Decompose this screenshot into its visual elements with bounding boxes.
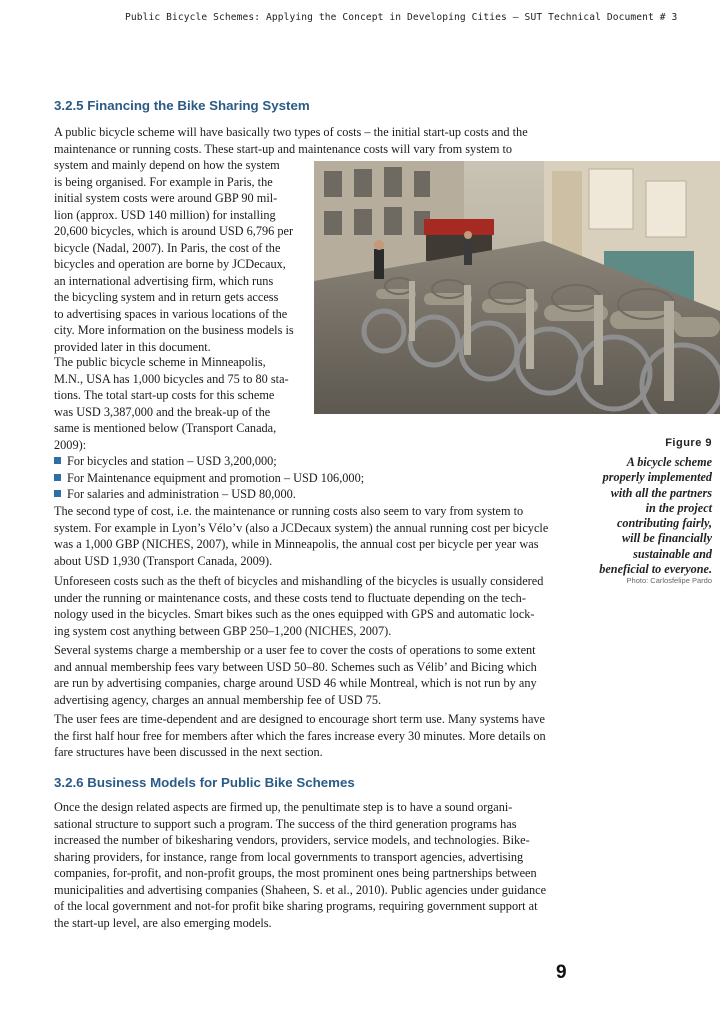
text-line: lion (approx. USD 140 million) for installing <box>54 207 276 222</box>
section-heading-financing: 3.2.5 Financing the Bike Sharing System <box>54 98 310 113</box>
text-line: 2009): <box>54 437 87 452</box>
list-item: For salaries and administration – USD 80,000. <box>54 486 574 503</box>
figure-caption <box>552 455 712 577</box>
paragraph-membership-fees <box>54 642 574 708</box>
cost-bullet-list <box>54 453 574 503</box>
section-heading-business-models: 3.2.6 Business Models for Public Bike Schemes <box>54 775 355 790</box>
list-item: For Maintenance equipment and promotion – USD 106,000; <box>54 470 574 487</box>
bullet-square-icon <box>54 490 61 497</box>
text-line: municipalities and advertising companies (Shaheen, S. et al., 2010). Public agencies under guidance <box>54 882 547 897</box>
text-line: The public bicycle scheme in Minneapolis, <box>54 355 266 369</box>
text-line: and annual membership fees vary between USD 50–80. Schemes such as Vélib’ and Bicing which <box>54 659 537 674</box>
text-line: system. For example in Lyon’s Vélo’v (also a JCDecaux system) the annual running cost per bicycle <box>54 520 549 535</box>
text-line: fare structures have been discussed in the next section. <box>54 745 323 759</box>
text-line: Once the design related aspects are firmed up, the penultimate step is to have a sound organi- <box>54 800 513 814</box>
paragraph-running-costs <box>54 503 574 569</box>
paragraph-unforeseen-costs <box>54 573 574 639</box>
text-line: under the running or maintenance costs, and these costs tend to fluctuate depending on the tech- <box>54 590 526 605</box>
text-line: bicycle (Nadal, 2007). In Paris, the cost of the <box>54 240 281 255</box>
text-line: the first half hour free for members after which the fares increase every 30 minutes. More details on <box>54 728 546 743</box>
text-line: A public bicycle scheme will have basically two types of costs – the initial start-up costs and the <box>54 125 528 139</box>
text-line: same is mentioned below (Transport Canada, <box>54 421 277 435</box>
text-line: was a 1,000 GBP (NICHES, 2007), while in Minneapolis, the annual cost per bicycle per year was <box>54 537 539 551</box>
text-line: about USD 1,930 (Transport Canada, 2009). <box>54 553 273 568</box>
text-line: sharing providers, for instance, range from local governments to transport agencies, advertising <box>54 849 524 864</box>
text-line: an international advertising firm, which runs <box>54 273 274 288</box>
caption-line: in the project <box>645 500 712 515</box>
text-line: nology used in the bicycles. Smart bikes such as the ones equipped with GPS and automatic lock- <box>54 607 535 621</box>
caption-line: with all the partners <box>610 485 712 500</box>
text-line: the start-up level, are also emerging models. <box>54 915 272 930</box>
caption-line: beneficial to everyone. <box>599 562 712 577</box>
text-line: The second type of cost, i.e. the maintenance or running costs also seem to vary from system to <box>54 504 524 518</box>
running-header: Public Bicycle Schemes: Applying the Concept in Developing Cities – SUT Technical Document # 3 <box>125 12 678 23</box>
text-line: increased the number of bikesharing vendors, providers, service models, and technologies. Bike- <box>54 833 530 847</box>
text-line: maintenance or running costs. These start-up and maintenance costs will vary from system to <box>54 141 513 156</box>
paragraph-business-models <box>54 799 574 931</box>
text-line: provided later in this document. <box>54 339 211 354</box>
bike-station-photo <box>314 161 720 414</box>
text-line: companies, for-profit, and non-profit groups, the most prominent ones being partnerships between <box>54 866 537 880</box>
text-line: initial system costs were around GBP 90 mil- <box>54 191 278 205</box>
text-line: 20,600 bicycles, which is around USD 6,796 per <box>54 224 294 238</box>
bullet-square-icon <box>54 474 61 481</box>
text-line: was USD 3,387,000 and the break-up of the <box>54 404 271 419</box>
paragraph-user-fees <box>54 711 574 761</box>
text-line: of the local government and not-for profit bike sharing programs, requiring government support at <box>54 899 538 913</box>
caption-line: properly implemented <box>602 470 712 485</box>
figure-label: Figure 9 <box>665 437 712 449</box>
text-line: bicycles and operation are borne by JCDecaux, <box>54 257 286 271</box>
caption-line: will be financially <box>621 531 712 546</box>
caption-line: sustainable and <box>633 546 712 561</box>
text-line: are run by advertising companies, charge around USD 46 while Montreal, which is not run by any <box>54 676 537 690</box>
page-number: 9 <box>556 962 567 983</box>
text-line: ing system cost anything between GBP 250–1,200 (NICHES, 2007). <box>54 623 392 638</box>
text-line: Unforeseen costs such as the theft of bicycles and mishandling of the bicycles is usually considered <box>54 574 544 588</box>
bullet-square-icon <box>54 457 61 464</box>
text-line: city. More information on the business models is <box>54 323 294 337</box>
text-line: the bicycling system and in return gets access <box>54 290 279 304</box>
list-item: For bicycles and station – USD 3,200,000; <box>54 453 574 470</box>
text-line: advertising agency, charges an annual membership fee of USD 75. <box>54 692 382 707</box>
bike-station-illustration <box>314 161 720 414</box>
text-line: Several systems charge a membership or a user fee to cover the costs of operations to some extent <box>54 643 536 657</box>
text-line: to advertising spaces in various locations of the <box>54 306 288 321</box>
text-line: is being organised. For example in Paris, the <box>54 174 273 189</box>
text-line: system and mainly depend on how the system <box>54 158 280 172</box>
photo-credit: Photo: Carlosfelipe Pardo <box>626 576 712 585</box>
caption-line: A bicycle scheme <box>626 455 712 469</box>
text-line: sational structure to support such a program. The success of the third generation programs has <box>54 816 517 831</box>
text-line: M.N., USA has 1,000 bicycles and 75 to 80 sta- <box>54 371 289 386</box>
text-line: The user fees are time-dependent and are designed to encourage short term use. Many systems have <box>54 712 546 726</box>
text-line: tions. The total start-up costs for this scheme <box>54 388 275 402</box>
caption-line: contributing fairly, <box>616 516 712 531</box>
